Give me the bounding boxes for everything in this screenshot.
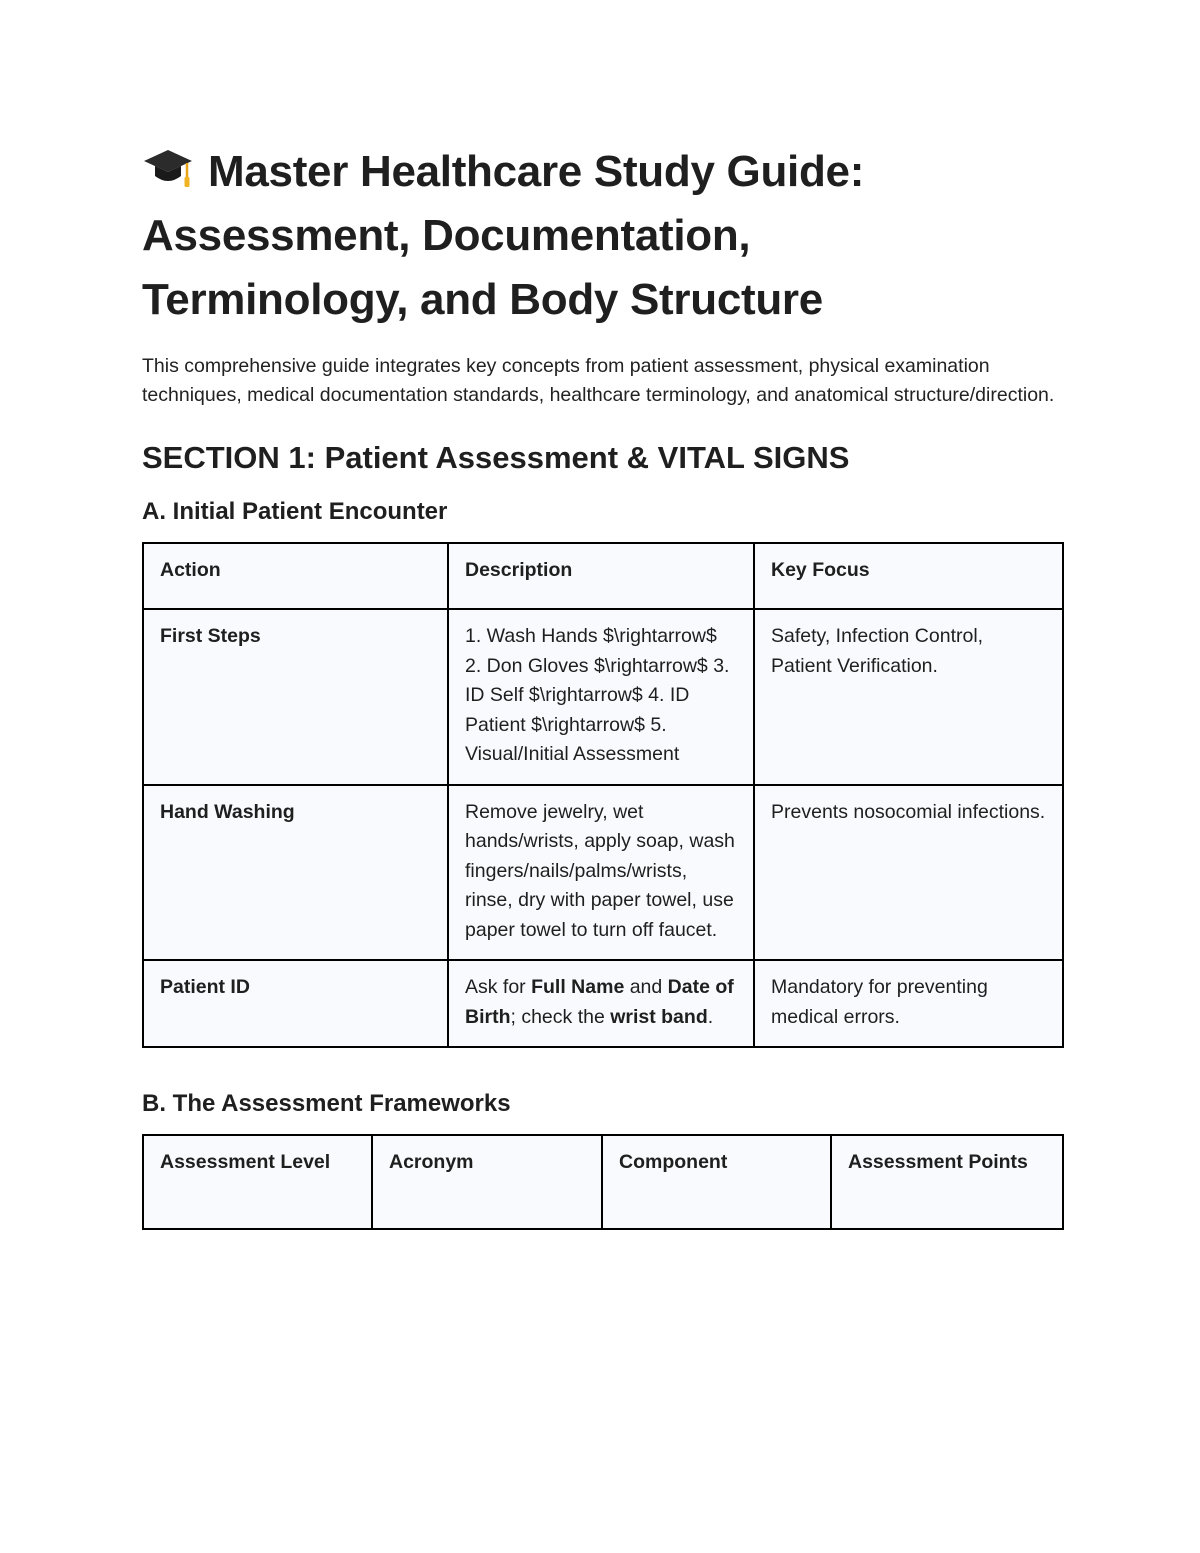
- subsection-a-heading: A. Initial Patient Encounter: [142, 498, 448, 525]
- table-header-row: [143, 543, 1063, 609]
- subsection-b-heading: B. The Assessment Frameworks: [142, 1090, 511, 1117]
- bold-date-of-birth: Date of Birth: [465, 976, 734, 1028]
- cell-key-focus: Safety, Infection Control, Patient Verification.: [754, 609, 1063, 785]
- column-header-component: Component: [602, 1135, 831, 1229]
- cell-description: Remove jewelry, wet hands/wrists, apply soap, wash fingers/nails/palms/wrists, rinse, dry with paper towel, use paper towel to turn off faucet.: [448, 785, 754, 961]
- bold-full-name: Full Name: [531, 976, 625, 998]
- title-line-1: Master Healthcare Study Guide:: [208, 147, 865, 196]
- column-header-description: Description: [448, 543, 754, 609]
- column-header-acronym: Acronym: [372, 1135, 602, 1229]
- cell-description: 1. Wash Hands $\rightarrow$ 2. Don Gloves $\rightarrow$ 3. ID Self $\rightarrow$ 4. ID Patient $\rightarrow$ 5. Visual/Initial Assessment: [448, 609, 754, 785]
- column-header-assessment-level: Assessment Level: [143, 1135, 372, 1229]
- column-header-key-focus: Key Focus: [754, 543, 1063, 609]
- cell-action: Hand Washing: [143, 785, 448, 961]
- cell-action: First Steps: [143, 609, 448, 785]
- cell-key-focus: Prevents nosocomial infections.: [754, 785, 1063, 961]
- assessment-frameworks-table: [142, 1134, 1064, 1230]
- bold-wrist-band: wrist band: [610, 1005, 708, 1028]
- initial-encounter-table: [142, 542, 1064, 1048]
- cell-key-focus: Mandatory for preventing medical errors.: [754, 960, 1063, 1047]
- title-line-3: Terminology, and Body Structure: [142, 275, 823, 324]
- title-line-2: Assessment, Documentation,: [142, 211, 751, 260]
- cell-action: Patient ID: [143, 960, 448, 1047]
- column-header-assessment-points: Assessment Points: [831, 1135, 1063, 1229]
- graduation-cap-icon: [142, 144, 194, 192]
- table-row: [143, 609, 1063, 785]
- table-header-row: [143, 1135, 1063, 1229]
- column-header-action: Action: [143, 543, 448, 609]
- table-row: [143, 785, 1063, 961]
- document-title: [142, 140, 1062, 332]
- document-page: [142, 140, 1062, 1230]
- intro-paragraph: This comprehensive guide integrates key concepts from patient assessment, physical examination techniques, medical documentation standards, healthcare terminology, and anatomical structure/direction.: [142, 355, 1055, 406]
- section-1-heading: SECTION 1: Patient Assessment & VITAL SIGNS: [142, 440, 850, 475]
- table-row: [143, 960, 1063, 1047]
- cell-description: Ask for Full Name and Date of Birth; check the wrist band.: [448, 960, 754, 1047]
